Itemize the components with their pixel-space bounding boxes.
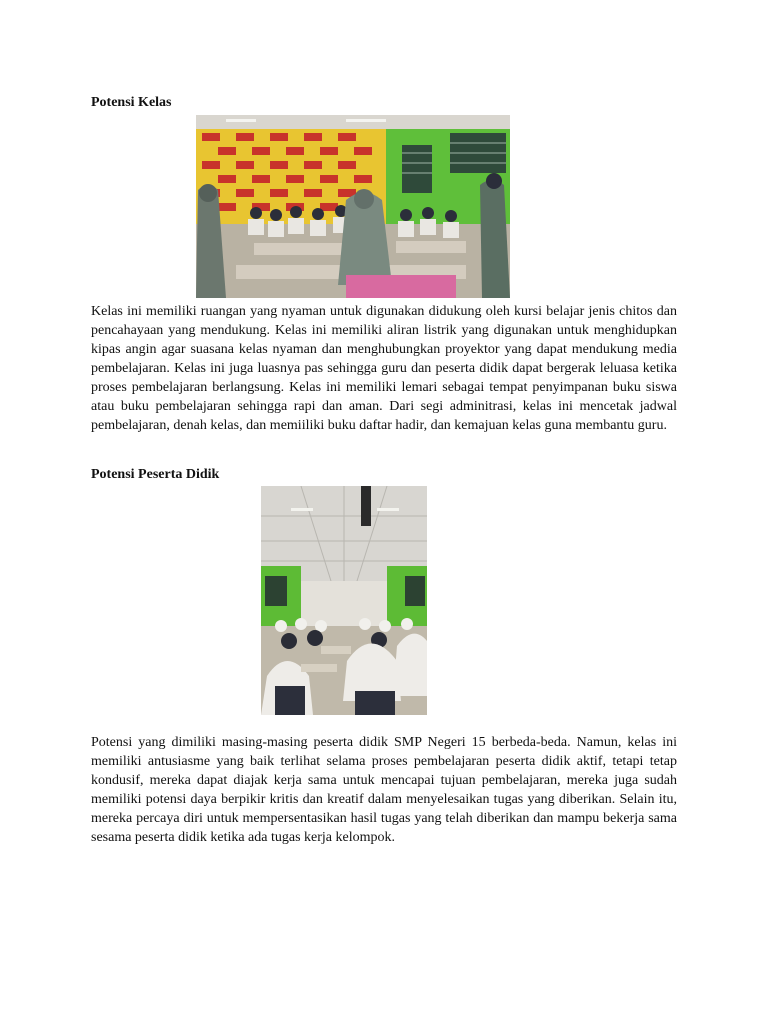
section-heading-potensi-peserta-didik: Potensi Peserta Didik (91, 467, 220, 482)
paragraph-potensi-peserta-didik: Potensi yang dimiliki masing-masing peserta didik SMP Negeri 15 berbeda-beda. Namun, kelas ini memiliki antusiasme yang baik terlihat selama proses pembelajaran peserta didik aktif, tetapi tetap kondusif, mereka dapat diajak kerja sama untuk mencapai tujuan pembelajaran, mereka juga sudah memiliki potensi daya berpikir kritis dan kreatif dalam menyelesaikan tugas yang diberikan. Selain itu, mereka percaya diri untuk mempersentasikan hasil tugas yang telah diberikan dan mampu bekerja sama sesama peserta didik ketika ada tugas kerja kelompok. (91, 735, 677, 845)
classroom-photo (196, 115, 510, 298)
students-photo (261, 486, 427, 715)
section-heading-potensi-kelas: Potensi Kelas (91, 95, 172, 110)
paragraph-potensi-kelas: Kelas ini memiliki ruangan yang nyaman untuk digunakan didukung oleh kursi belajar jenis chitos dan pencahayaan yang mendukung. Kelas ini memiliki aliran listrik yang digunakan untuk menghidupkan kipas angin agar suasana kelas nyaman dan menghubungkan proyektor yang dapat mendukung media pembelajaran. Kelas ini juga luasnya pas sehingga guru dan peserta didik dapat bergerak leluasa ketika proses pembelajaran berlangsung. Kelas ini memiliki lemari sebagai tempat penyimpanan buku siswa atau buku pembelajaran sehingga rapi dan aman. Dari segi adminitrasi, kelas ini mencetak jadwal pembelajaran, denah kelas, dan memiiliki buku daftar hadir, dan kemajuan kelas guna membantu guru. (91, 304, 677, 433)
